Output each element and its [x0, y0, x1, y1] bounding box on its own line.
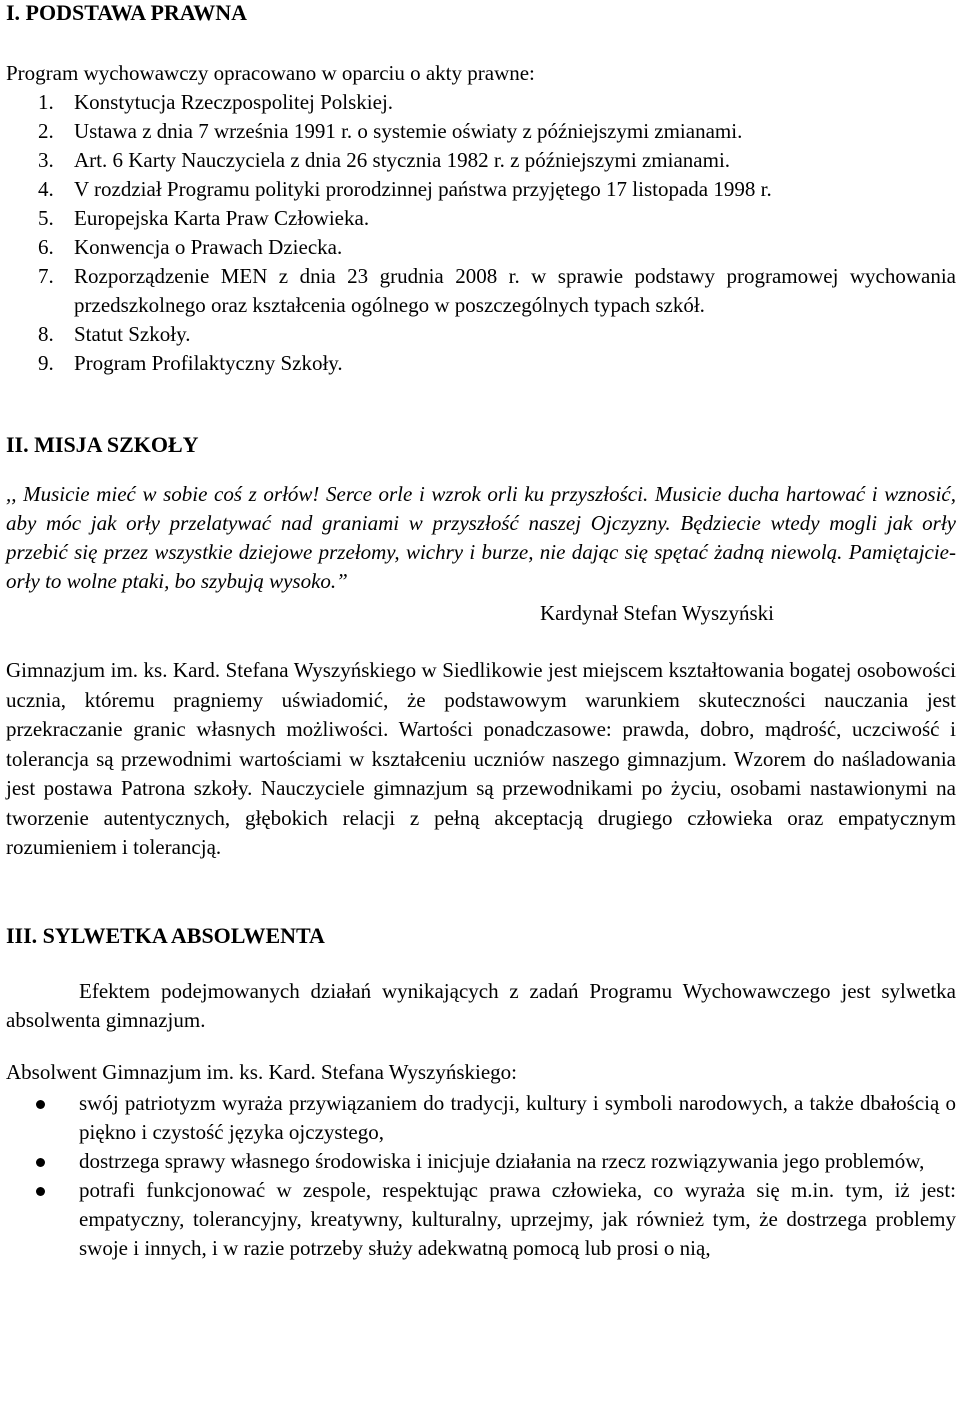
graduate-lead: Absolwent Gimnazjum im. ks. Kard. Stefana Wyszyńskiego:	[6, 1059, 518, 1084]
list-number: 8.	[38, 322, 54, 346]
list-number: 6.	[38, 235, 54, 259]
bullet-icon	[36, 1158, 45, 1167]
list-item	[6, 262, 956, 320]
list-item-text: V rozdział Programu polityki prorodzinnej państwa przyjętego 17 listopada 1998 r.	[74, 177, 772, 201]
list-item	[6, 175, 956, 204]
list-number: 1.	[38, 90, 54, 114]
section-1-intro: Program wychowawczy opracowano w oparciu o akty prawne:	[6, 61, 535, 85]
section-1-title: I. PODSTAWA PRAWNA	[6, 0, 248, 25]
list-number: 4.	[38, 177, 54, 201]
list-item	[6, 320, 956, 349]
list-item-text: swój patriotyzm wyraża przywiązaniem do tradycji, kultury i symboli narodowych, a także dbałością o piękno i czystość języka ojczystego,	[79, 1091, 956, 1144]
list-item	[6, 233, 956, 262]
list-item	[6, 204, 956, 233]
list-item	[6, 88, 956, 117]
list-number: 9.	[38, 351, 54, 375]
quote-author: Kardynał Stefan Wyszyński	[540, 601, 774, 625]
list-item-text: Konstytucja Rzeczpospolitej Polskiej.	[74, 90, 394, 114]
list-item-text: dostrzega sprawy własnego środowiska i inicjuje działania na rzecz rozwiązywania jego problemów,	[79, 1149, 925, 1173]
section-2-title: II. MISJA SZKOŁY	[6, 432, 199, 457]
document-page	[6, 0, 956, 1263]
list-item-text: Statut Szkoły.	[74, 322, 191, 346]
mission-quote: ,, Musicie mieć w sobie coś z orłów! Serce orle i wzrok orli ku przyszłości. Musicie ducha hartować i wznosić, aby móc jak orły przelatywać nad graniami w przyszłość naszej Ojczyzny. Będziecie wtedy mogli jak orły przebić się przez wszystkie dziejowe przełomy, wichry i burze, nie dając się spętać żadną niewolą. Pamiętajcie- orły to wolne ptaki, bo szybują wysoko.”	[6, 482, 956, 593]
list-item-text: Art. 6 Karty Nauczyciela z dnia 26 stycznia 1982 r. z późniejszymi zmianami.	[74, 148, 731, 172]
list-item-text: Europejska Karta Praw Człowieka.	[74, 206, 370, 230]
list-number: 3.	[38, 148, 54, 172]
list-item	[6, 117, 956, 146]
bullet-icon	[36, 1100, 45, 1109]
list-item-text: potrafi funkcjonować w zespole, respektując prawa człowieka, co wyraża się m.in. tym, iż jest: empatyczny, tolerancyjny, kreatywny, kulturalny, uprzejmy, jak również tym, że dostrzega problemy swoje i innych, i w razie potrzeby służy adekwatną pomocą lub prosi o nią,	[79, 1178, 956, 1260]
list-number: 5.	[38, 206, 54, 230]
list-item	[6, 1089, 956, 1147]
list-item-text: Konwencja o Prawach Dziecka.	[74, 235, 343, 259]
list-item	[6, 349, 956, 378]
list-item-text: Program Profilaktyczny Szkoły.	[74, 351, 343, 375]
bullet-icon	[36, 1187, 45, 1196]
section-3-title: III. SYLWETKA ABSOLWENTA	[6, 922, 325, 948]
list-item-text: Rozporządzenie MEN z dnia 23 grudnia 2008 r. w sprawie podstawy programowej wychowania przedszkolnego oraz kształcenia ogólnego w poszczególnych typach szkół.	[74, 264, 956, 317]
legal-basis-list	[6, 88, 956, 378]
list-item	[6, 1147, 956, 1176]
list-item	[6, 146, 956, 175]
graduate-intro: Efektem podejmowanych działań wynikających z zadań Programu Wychowawczego jest sylwetka absolwenta gimnazjum.	[6, 978, 956, 1032]
graduate-traits-list	[6, 1089, 956, 1263]
list-item	[6, 1176, 956, 1263]
list-number: 7.	[38, 264, 54, 288]
mission-paragraph: Gimnazjum im. ks. Kard. Stefana Wyszyńskiego w Siedlikowie jest miejscem kształtowania bogatej osobowości ucznia, któremu pragniemy uświadomić, że podstawowym warunkiem skuteczności nauczania jest przekraczanie granic własnych możliwości. Wartości ponadczasowe: prawda, dobro, mądrość, uczciwość i tolerancja są przewodnimi wartościami w kształceniu uczniów naszego gimnazjum. Wzorem do naśladowania jest postawa Patrona szkoły. Nauczyciele gimnazjum są przewodnikami po życiu, osobami nastawionymi na tworzenie autentycznych, głębokich relacji z pełną akceptacją drugiego człowieka oraz empatycznym rozumieniem i tolerancją.	[6, 658, 956, 859]
list-number: 2.	[38, 119, 54, 143]
list-item-text: Ustawa z dnia 7 września 1991 r. o systemie oświaty z późniejszymi zmianami.	[74, 119, 743, 143]
